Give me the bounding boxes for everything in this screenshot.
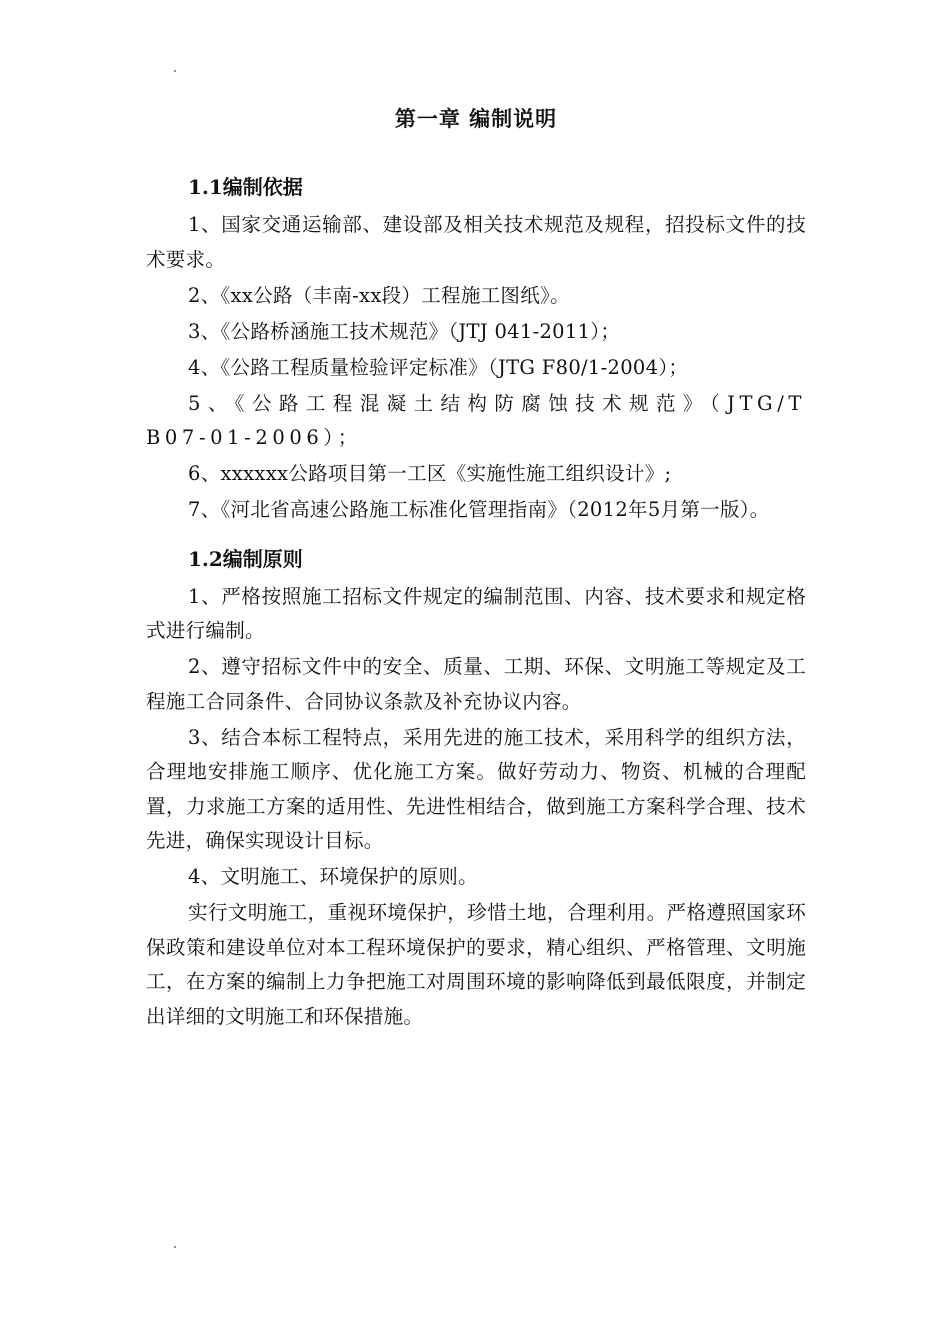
paragraph: 4、《公路工程质量检验评定标准》（JTG F80/1-2004）； <box>188 355 689 379</box>
chapter-title: 第一章 编制说明 <box>394 106 558 131</box>
section-1-1 <box>146 170 806 528</box>
paragraph: 3、结合本标工程特点，采用先进的施工技术，采用科学的组织方法，合理地安排施工顺序、优化施工方案。做好劳动力、物资、机械的合理配置，力求施工方案的适用性、先进性相结合，做到施工方案科学合理、技术先进，确保实现设计目标。 <box>146 725 806 852</box>
paragraph: 2、《xx公路（丰南-xx段）工程施工图纸》。 <box>188 283 570 307</box>
paragraph: 7、《河北省高速公路施工标准化管理指南》（2012年5月第一版）。 <box>188 498 770 521</box>
section-heading: 1.2编制原则 <box>188 546 303 571</box>
section-1-2 <box>146 542 806 1035</box>
section-heading: 1.1编制依据 <box>188 175 303 199</box>
paragraph: 实行文明施工，重视环境保护，珍惜土地，合理利用。严格遵照国家环保政策和建设单位对本工程环境保护的要求，精心组织、严格管理、文明施工，在方案的编制上力争把施工对周围环境的影响降低到最低限度，并制定出详细的文明施工和环保措施。 <box>146 901 806 1028</box>
document-body <box>146 100 806 1036</box>
paragraph: 4、文明施工、环境保护的原则。 <box>188 865 478 888</box>
page-corner-mark-top <box>174 70 176 72</box>
paragraph: 1、国家交通运输部、建设部及相关技术规范及规程，招投标文件的技术要求。 <box>146 213 806 271</box>
paragraph: 3、《公路桥涵施工技术规范》（JTJ 041-2011）； <box>188 319 621 343</box>
paragraph: 1、严格按照施工招标文件规定的编制范围、内容、技术要求和规定格式进行编制。 <box>146 584 806 642</box>
paragraph: 5、《公路工程混凝土结构防腐蚀技术规范》（JTG/T B07-01-2006）； <box>146 391 806 449</box>
page-corner-mark-bottom <box>174 1246 176 1248</box>
paragraph: 6、xxxxxx公路项目第一工区《实施性施工组织设计》; <box>188 462 672 485</box>
paragraph: 2、遵守招标文件中的安全、质量、工期、环保、文明施工等规定及工程施工合同条件、合同协议条款及补充协议内容。 <box>146 655 806 713</box>
